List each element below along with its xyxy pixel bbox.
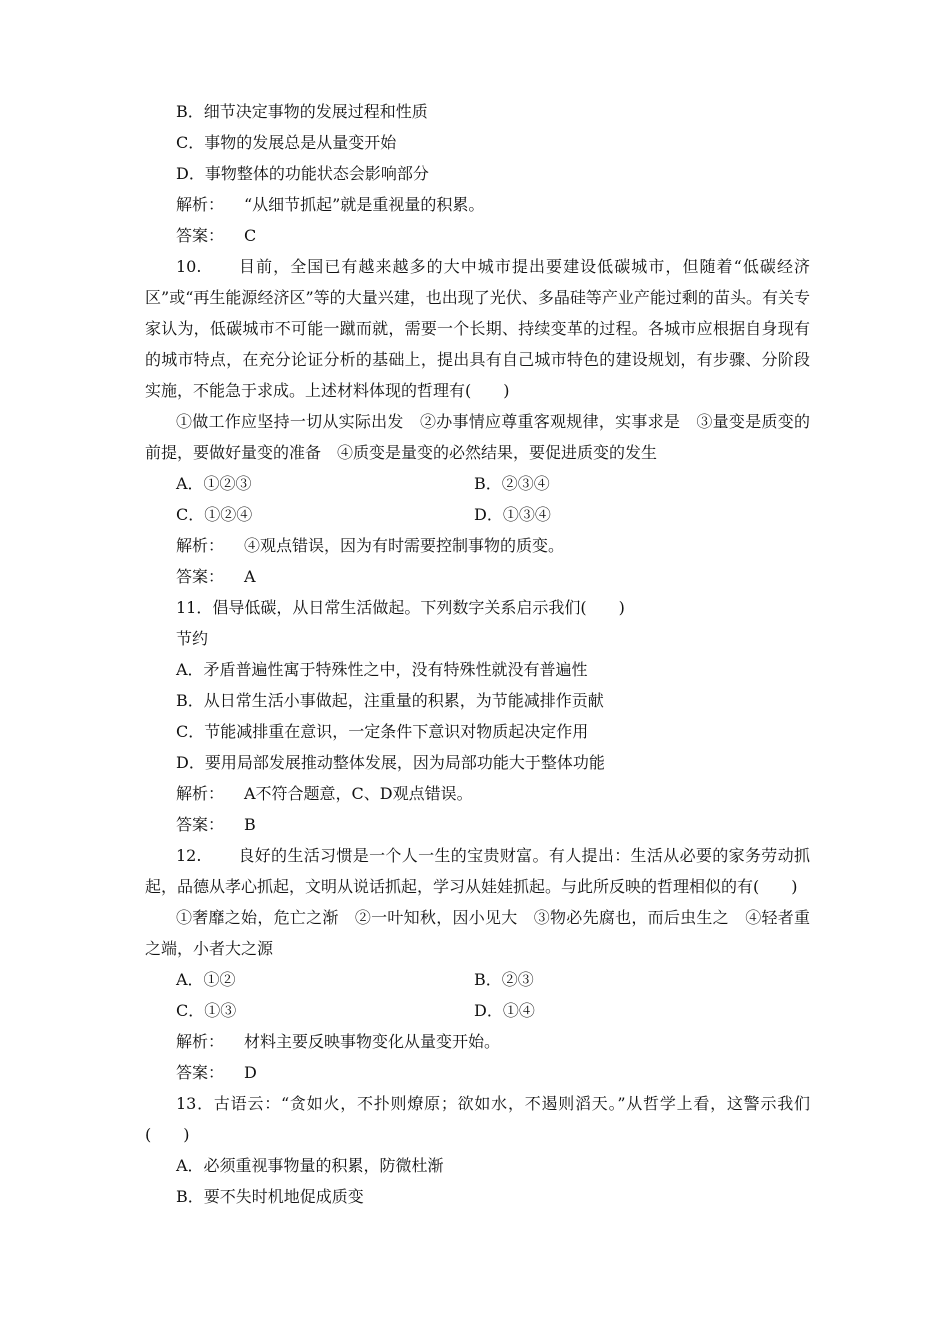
analysis-label: 解析： <box>176 784 225 803</box>
q12-stem-text: 良好的生活习惯是一个人一生的宝贵财富。有人提出：生活从必要的家务劳动抓起，品德从孝心抓起，文明从说话抓起，学习从娃娃抓起。与此所反映的哲理相似的有( ) <box>145 846 810 896</box>
q11-option-a: A．矛盾普遍性寓于特殊性之中，没有特殊性就没有普遍性 <box>176 660 588 679</box>
q12-number: 12. <box>176 846 202 865</box>
analysis-label: 解析： <box>176 536 225 555</box>
q12-options-row-2 <box>145 995 810 1026</box>
q10-option-a: A．①②③ <box>176 474 252 493</box>
q10-option-d: D．①③④ <box>474 505 551 524</box>
q9-answer <box>145 220 810 251</box>
q9-option-c: C．事物的发展总是从量变开始 <box>176 133 397 152</box>
q12-option-c: C．①③ <box>176 1001 237 1020</box>
q13-stem-text: 13．古语云：“贪如火，不扑则燎原；欲如水，不遏则滔天。”从哲学上看，这警示我们( ) <box>145 1094 810 1144</box>
q10-answer <box>145 561 810 592</box>
q10-number: 10. <box>176 257 202 276</box>
answer-label: 答案： <box>176 226 225 245</box>
q12-answer <box>145 1057 810 1088</box>
q13-stem <box>145 1088 810 1150</box>
q12-option-a: A．①② <box>176 970 236 989</box>
q9-option-b: B．细节决定事物的发展过程和性质 <box>176 102 428 121</box>
q11-stem: 11．倡导低碳，从日常生活做起。下列数字关系启示我们( ) <box>176 598 625 617</box>
q13-option-a: A．必须重视事物量的积累，防微杜渐 <box>176 1156 444 1175</box>
q11-option-c: C．节能减排重在意识，一定条件下意识对物质起决定作用 <box>176 722 589 741</box>
q11-answer <box>145 809 810 840</box>
q10-option-c: C．①②④ <box>176 505 253 524</box>
q10-options-row-1 <box>145 468 810 499</box>
answer-text: C <box>244 226 257 245</box>
q11-option-d: D．要用局部发展推动整体发展，因为局部功能大于整体功能 <box>176 753 605 772</box>
q10-analysis <box>145 530 810 561</box>
analysis-text: ④观点错误，因为有时需要控制事物的质变。 <box>244 536 565 555</box>
q9-analysis <box>145 189 810 220</box>
analysis-text: 材料主要反映事物变化从量变开始。 <box>244 1032 501 1051</box>
q12-items-text: ①奢靡之始，危亡之渐 ②一叶知秋，因小见大 ③物必先腐也，而后虫生之 ④轻者重之端，小者大之源 <box>145 908 810 958</box>
answer-text: A <box>244 567 256 586</box>
answer-label: 答案： <box>176 567 225 586</box>
q12-items <box>145 902 810 964</box>
q10-stem <box>145 251 810 406</box>
q12-option-d: D．①④ <box>474 1001 535 1020</box>
answer-text: B <box>244 815 256 834</box>
q10-items-text: ①做工作应坚持一切从实际出发 ②办事情应尊重客观规律，实事求是 ③量变是质变的前提，要做好量变的准备 ④质变是量变的必然结果，要促进质变的发生 <box>145 412 810 462</box>
q12-analysis <box>145 1026 810 1057</box>
answer-label: 答案： <box>176 1063 225 1082</box>
analysis-label: 解析： <box>176 1032 225 1051</box>
q13-option-b: B．要不失时机地促成质变 <box>176 1187 364 1206</box>
answer-label: 答案： <box>176 815 225 834</box>
q10-stem-text: 目前，全国已有越来越多的大中城市提出要建设低碳城市，但随着“低碳经济区”或“再生能源经济区”等的大量兴建，也出现了光伏、多晶硅等产业产能过剩的苗头。有关专家认为，低碳城市不可能一蹴而就，需要一个长期、持续变革的过程。各城市应根据自身现有的城市特点，在充分论证分析的基础上，提出具有自己城市特色的建设规划，有步骤、分阶段实施，不能急于求成。上述材料体现的哲理有( ) <box>145 257 810 400</box>
q12-option-b: B．②③ <box>474 970 534 989</box>
analysis-text: A不符合题意，C、D观点错误。 <box>244 784 473 803</box>
q11-option-b: B．从日常生活小事做起，注重量的积累，为节能减排作贡献 <box>176 691 604 710</box>
q9-option-d: D．事物整体的功能状态会影响部分 <box>176 164 429 183</box>
analysis-text: “从细节抓起”就是重视量的积累。 <box>244 195 485 214</box>
answer-text: D <box>244 1063 257 1082</box>
q12-options-row-1 <box>145 964 810 995</box>
document-page <box>145 96 810 1212</box>
q10-options-row-2 <box>145 499 810 530</box>
q12-stem <box>145 840 810 902</box>
q11-analysis <box>145 778 810 809</box>
q11-figure-label: 节约 <box>176 629 209 648</box>
q10-option-b: B．②③④ <box>474 474 550 493</box>
q10-items <box>145 406 810 468</box>
analysis-label: 解析： <box>176 195 225 214</box>
